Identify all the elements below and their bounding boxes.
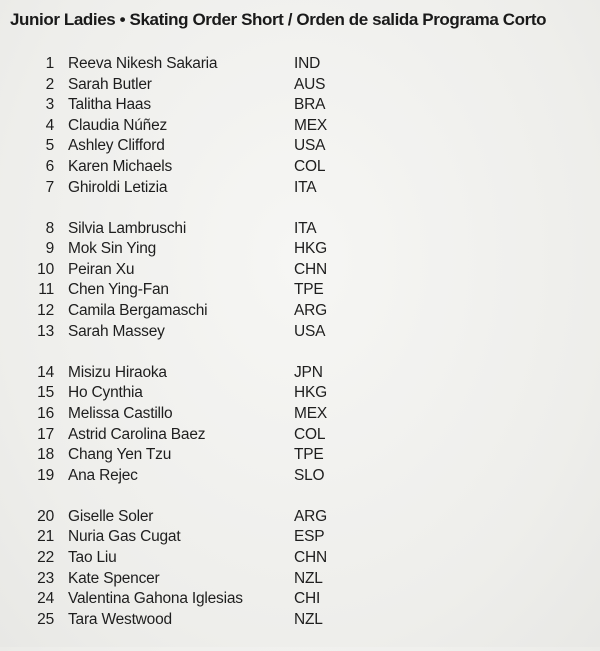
start-number: 15 [37,384,54,402]
nation-code: MEX [294,116,327,134]
skater-name: Claudia Núñez [68,116,168,134]
start-number: 17 [37,425,54,443]
skater-name: Karen Michaels [68,157,173,175]
start-number: 7 [45,178,54,196]
nation-code: BRA [294,96,326,114]
skater-row [0,445,600,466]
skater-row [0,280,600,301]
skater-name: Chang Yen Tzu [68,446,172,464]
skating-order-list [0,54,600,651]
skater-name: Astrid Carolina Baez [68,425,206,443]
skater-row [0,54,600,75]
nation-code: ITA [294,219,317,237]
skater-row [0,239,600,260]
start-number: 2 [45,75,54,93]
start-number: 23 [37,569,54,587]
skater-name: Nuria Gas Cugat [68,528,181,546]
skater-name: Chen Ying-Fan [68,281,169,299]
skater-name: Misizu Hiraoka [68,363,167,381]
skater-row [0,116,600,137]
skater-row [0,178,600,199]
start-number: 10 [37,260,54,278]
skater-row [0,157,600,178]
skater-group [0,507,600,631]
start-number: 1 [45,55,54,72]
page-title: Junior Ladies • Skating Order Short / Orden de salida Programa Corto [10,10,547,29]
skater-group [0,54,600,198]
nation-code: ITA [294,178,317,196]
nation-code: ARG [294,302,327,320]
nation-code: MEX [294,404,327,422]
skater-row [0,425,600,446]
skater-row [0,219,600,240]
skater-name: Camila Bergamaschi [68,302,208,320]
start-number: 14 [37,363,54,381]
start-number: 24 [37,590,54,608]
start-number: 6 [45,157,54,175]
skater-group [0,219,600,343]
nation-code: CHN [294,260,327,278]
nation-code: COL [294,157,326,175]
skater-row [0,383,600,404]
skater-row [0,527,600,548]
skater-name: Tara Westwood [68,610,172,628]
nation-code: JPN [294,363,323,381]
start-number: 20 [37,507,54,525]
skater-name: Sarah Butler [68,75,152,93]
skater-name: Reeva Nikesh Sakaria [68,55,218,72]
skater-row [0,301,600,322]
nation-code: SLO [294,466,325,484]
skater-row [0,363,600,384]
nation-code: HKG [294,384,327,402]
start-number: 19 [37,466,54,484]
nation-code: AUS [294,75,326,93]
start-number: 4 [45,116,54,134]
skater-row [0,548,600,569]
nation-code: COL [294,425,326,443]
skater-row [0,610,600,631]
start-number: 13 [37,322,54,340]
skater-row [0,404,600,425]
start-number: 22 [37,548,54,566]
skater-name: Kate Spencer [68,569,160,587]
skater-row [0,466,600,487]
skater-name: Tao Liu [68,548,117,566]
skater-row [0,260,600,281]
nation-code: TPE [294,446,324,464]
skater-row [0,569,600,590]
skater-name: Ho Cynthia [68,384,143,402]
start-number: 8 [45,219,54,237]
skater-name: Valentina Gahona Iglesias [68,590,243,608]
nation-code: NZL [294,569,323,587]
skater-name: Peiran Xu [68,260,135,278]
nation-code: USA [294,137,326,155]
nation-code: HKG [294,240,327,258]
skater-name: Silvia Lambruschi [68,219,187,237]
skater-name: Ghiroldi Letizia [68,178,168,196]
skater-name: Mok Sin Ying [68,240,157,258]
start-number: 11 [38,281,54,299]
nation-code: ARG [294,507,327,525]
skater-name: Giselle Soler [68,507,154,525]
skater-name: Ashley Clifford [68,137,165,155]
nation-code: CHI [294,590,321,608]
start-number: 5 [45,137,54,155]
start-number: 21 [37,528,54,546]
nation-code: TPE [294,281,324,299]
skater-name: Talitha Haas [68,96,151,114]
nation-code: IND [294,55,321,72]
skater-row [0,75,600,96]
start-number: 12 [37,302,54,320]
nation-code: NZL [294,610,323,628]
skater-name: Sarah Massey [68,322,165,340]
skater-row [0,95,600,116]
skater-group [0,363,600,487]
skater-name: Melissa Castillo [68,404,173,422]
skater-row [0,589,600,610]
start-number: 9 [45,240,54,258]
start-number: 16 [37,404,54,422]
start-number: 18 [37,446,54,464]
start-number: 25 [37,610,54,628]
start-number: 3 [45,96,54,114]
skater-row [0,507,600,528]
skater-row [0,136,600,157]
skater-row [0,322,600,343]
skater-name: Ana Rejec [68,466,138,484]
nation-code: ESP [294,528,325,546]
nation-code: USA [294,322,326,340]
nation-code: CHN [294,548,327,566]
